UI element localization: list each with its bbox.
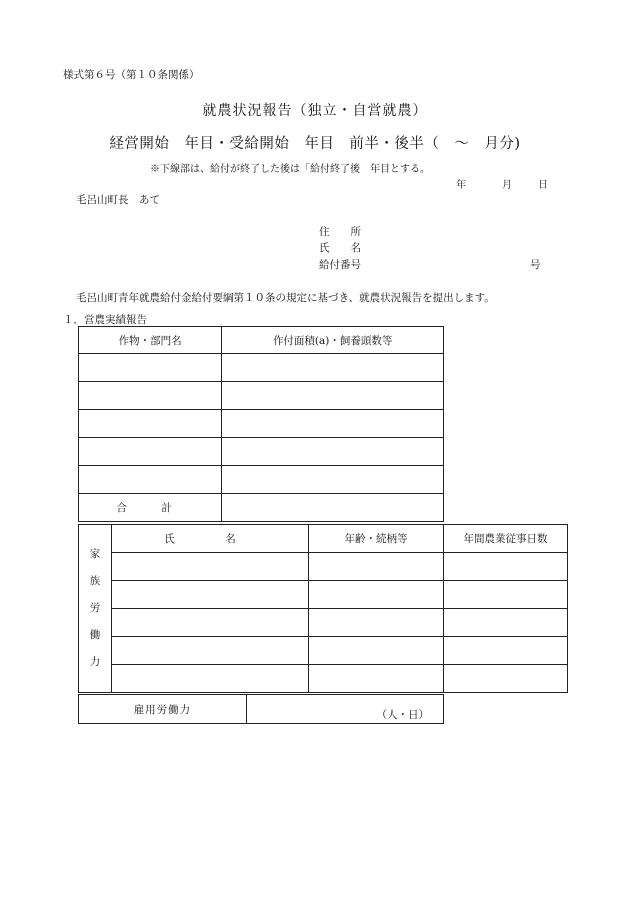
- hired-labor-table: [78, 694, 444, 724]
- family-header-age: 年齢・続柄等: [309, 525, 444, 553]
- crop-total-label: 合 計: [79, 494, 222, 522]
- addressee: 毛呂山町長 あて: [76, 194, 160, 206]
- family-table-header: [79, 525, 568, 553]
- family-labor-table: [78, 524, 568, 693]
- family-age-cell[interactable]: [309, 637, 444, 665]
- family-labor-side-label: [79, 525, 112, 693]
- table-row: [79, 438, 444, 466]
- date-line: [456, 176, 548, 191]
- hired-labor-row: [79, 695, 444, 724]
- table-row: [79, 382, 444, 410]
- crop-name-cell[interactable]: [79, 382, 222, 410]
- crop-name-cell[interactable]: [79, 410, 222, 438]
- side-label-char: 家: [89, 548, 101, 560]
- family-days-cell[interactable]: [444, 609, 568, 637]
- date-year-label: 年: [456, 180, 466, 191]
- date-day-label: 日: [538, 180, 548, 191]
- table-row: [79, 665, 568, 693]
- family-name-cell[interactable]: [112, 609, 309, 637]
- name-label: 氏 名: [319, 242, 361, 254]
- family-age-cell[interactable]: [309, 665, 444, 693]
- family-header-days: 年間農業従事日数: [444, 525, 568, 553]
- side-label-char: 労: [89, 602, 101, 614]
- grant-number-label: 給付番号: [319, 259, 361, 271]
- crop-area-cell[interactable]: [222, 410, 444, 438]
- underline-note: ※下線部は、給付が終了した後は「給付終了後 年目とする。: [150, 164, 430, 175]
- crop-area-cell[interactable]: [222, 466, 444, 494]
- table-row: [79, 609, 568, 637]
- family-name-cell[interactable]: [112, 637, 309, 665]
- hired-labor-unit: （人・日）: [376, 709, 429, 721]
- family-days-cell[interactable]: [444, 553, 568, 581]
- hired-labor-value-cell[interactable]: [246, 695, 443, 724]
- crop-name-cell[interactable]: [79, 466, 222, 494]
- crop-area-cell[interactable]: [222, 382, 444, 410]
- crop-total-row: [79, 494, 444, 522]
- section-title: １．営農実績報告: [63, 314, 147, 326]
- grant-number-suffix: 号: [530, 259, 541, 271]
- table-row: [79, 410, 444, 438]
- crop-table: [78, 326, 444, 522]
- address-label: 住 所: [319, 226, 361, 238]
- table-row: [79, 553, 568, 581]
- document-subtitle: 経営開始 年目・受給開始 年目 前半・後半（ ～ 月分): [109, 136, 521, 152]
- family-name-cell[interactable]: [112, 581, 309, 609]
- family-age-cell[interactable]: [309, 581, 444, 609]
- crop-area-cell[interactable]: [222, 354, 444, 382]
- crop-table-header: [79, 327, 444, 354]
- document-title: 就農状況報告（独立・自営就農）: [202, 103, 428, 119]
- body-text: 毛呂山町青年就農給付金給付要綱第１０条の規定に基づき、就農状況報告を提出します。: [76, 292, 495, 304]
- hired-labor-label: 雇用労働力: [79, 695, 247, 724]
- family-header-name: 氏 名: [112, 525, 309, 553]
- family-days-cell[interactable]: [444, 637, 568, 665]
- crop-header-name: 作物・部門名: [79, 327, 222, 354]
- side-label-char: 族: [89, 575, 101, 587]
- family-name-cell[interactable]: [112, 553, 309, 581]
- table-row: [79, 637, 568, 665]
- family-age-cell[interactable]: [309, 553, 444, 581]
- crop-area-cell[interactable]: [222, 438, 444, 466]
- family-days-cell[interactable]: [444, 665, 568, 693]
- table-row: [79, 354, 444, 382]
- crop-name-cell[interactable]: [79, 354, 222, 382]
- table-row: [79, 466, 444, 494]
- date-month-label: 月: [502, 180, 512, 191]
- side-label-char: 働: [89, 629, 101, 641]
- crop-name-cell[interactable]: [79, 438, 222, 466]
- family-days-cell[interactable]: [444, 581, 568, 609]
- form-number: 様式第６号（第１０条関係）: [63, 69, 200, 81]
- family-age-cell[interactable]: [309, 609, 444, 637]
- crop-total-value-cell[interactable]: [222, 494, 444, 522]
- table-row: [79, 581, 568, 609]
- family-name-cell[interactable]: [112, 665, 309, 693]
- crop-header-area: 作付面積(a)・飼養頭数等: [222, 327, 444, 354]
- side-label-char: 力: [89, 656, 101, 668]
